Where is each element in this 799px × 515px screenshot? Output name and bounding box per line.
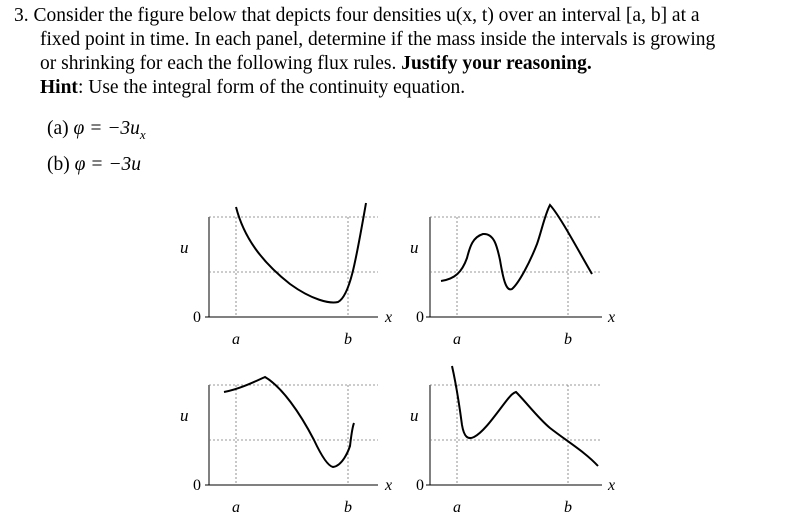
hint-text: : Use the integral form of the continuity equation. <box>77 77 466 98</box>
panel-3 <box>180 377 392 515</box>
zero-label: 0 <box>193 477 201 494</box>
panel-1 <box>180 203 392 348</box>
a-label: a <box>453 331 461 348</box>
b-label: b <box>344 499 352 515</box>
x-label: x <box>385 309 393 326</box>
b-label: b <box>564 331 572 348</box>
panel-4 <box>410 366 615 515</box>
problem-number: 3. <box>14 5 29 26</box>
x-label: x <box>608 477 616 494</box>
option-a-sub: x <box>139 126 146 142</box>
x-label: x <box>385 477 393 494</box>
b-label: b <box>564 499 572 515</box>
a-label: a <box>232 331 240 348</box>
density-curve <box>452 366 598 466</box>
problem-emphasis: Justify your reasoning. <box>401 53 592 74</box>
density-curve <box>441 205 592 289</box>
panel-2 <box>410 205 615 348</box>
a-label: a <box>232 499 240 515</box>
option-b-label: (b) <box>47 153 70 175</box>
y-label: u <box>180 238 189 257</box>
problem-line-1: Consider the figure below that depicts four densities u(x, t) over an interval [a, b] at a <box>33 5 700 26</box>
zero-label: 0 <box>416 477 424 494</box>
option-a-label: (a) <box>47 118 69 139</box>
problem-line-3: or shrinking for each the following flux rules. <box>40 53 397 74</box>
zero-label: 0 <box>193 309 201 326</box>
zero-label: 0 <box>416 309 424 326</box>
a-label: a <box>453 499 461 515</box>
y-label: u <box>180 406 189 425</box>
option-b-expr: φ = −3u <box>74 153 141 175</box>
option-a-expr: φ = −3u <box>73 118 140 139</box>
b-label: b <box>344 331 352 348</box>
y-label: u <box>410 406 419 425</box>
density-curve <box>224 377 354 467</box>
x-label: x <box>608 309 616 326</box>
y-label: u <box>410 238 419 257</box>
hint-label: Hint <box>40 77 78 98</box>
problem-line-2: fixed point in time. In each panel, determine if the mass inside the intervals is growing <box>40 29 716 50</box>
density-curve <box>236 203 366 302</box>
